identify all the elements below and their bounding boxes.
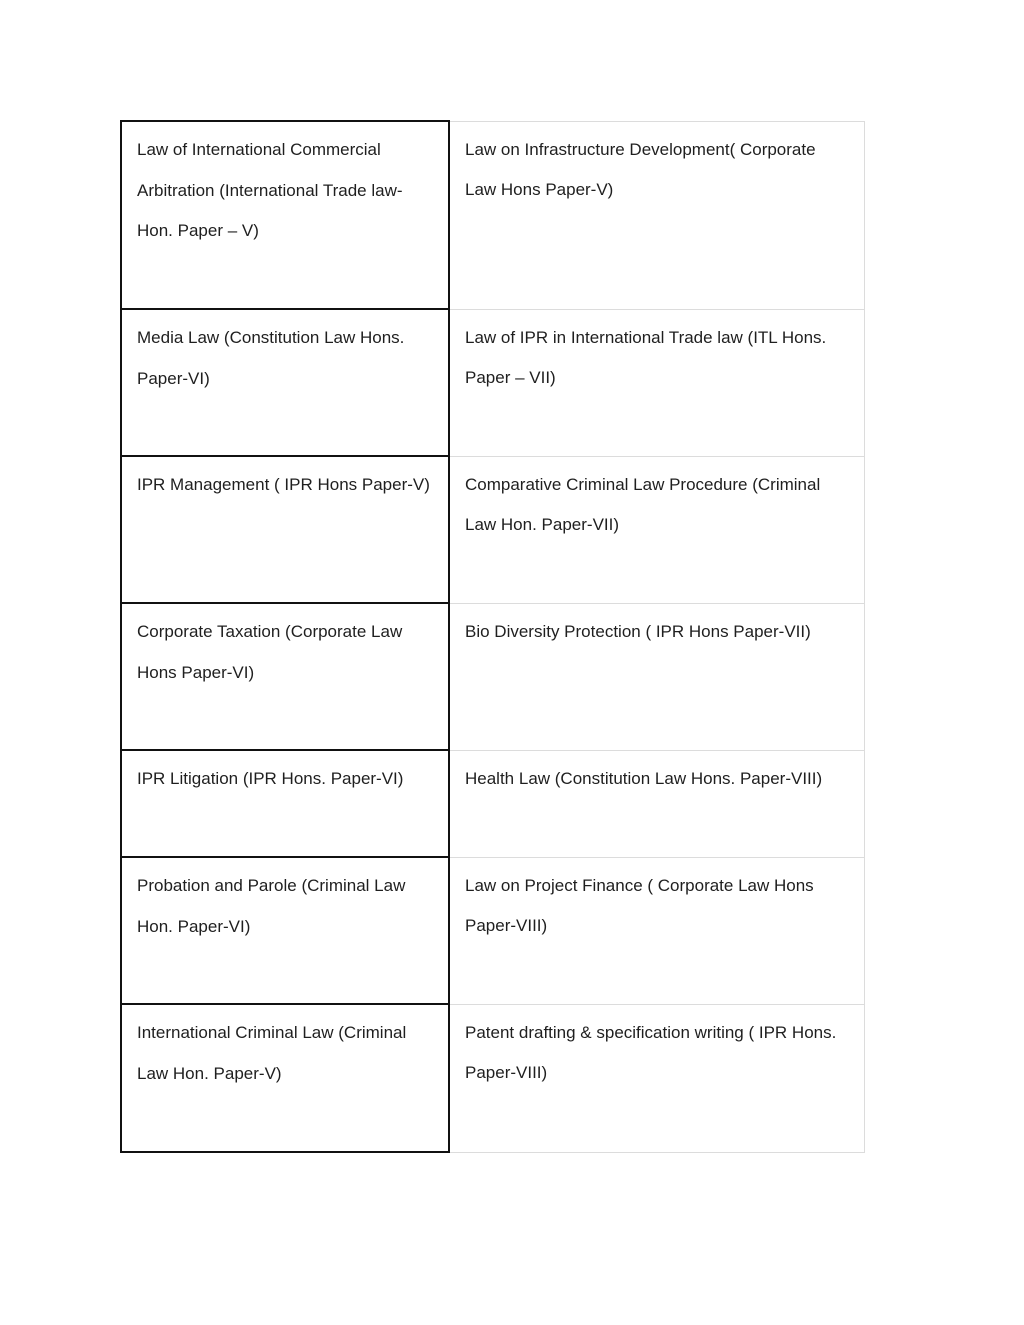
table-cell-right: Health Law (Constitution Law Hons. Paper-VIII) <box>449 750 864 857</box>
table-cell-right: Bio Diversity Protection ( IPR Hons Paper-VII) <box>449 603 864 750</box>
table-cell-right: Law on Infrastructure Development( Corporate Law Hons Paper-V) <box>449 121 864 309</box>
table-cell-right: Law on Project Finance ( Corporate Law Hons Paper-VIII) <box>449 857 864 1004</box>
table-row <box>121 456 864 603</box>
table-cell-left: Media Law (Constitution Law Hons. Paper-VI) <box>121 309 449 456</box>
table-cell-left: International Criminal Law (Criminal Law Hon. Paper-V) <box>121 1004 449 1152</box>
table-cell-left: IPR Litigation (IPR Hons. Paper-VI) <box>121 750 449 857</box>
table-row <box>121 1004 864 1152</box>
table-row <box>121 750 864 857</box>
table-cell-left: Probation and Parole (Criminal Law Hon. Paper-VI) <box>121 857 449 1004</box>
table-cell-left: Corporate Taxation (Corporate Law Hons Paper-VI) <box>121 603 449 750</box>
table-cell-left: Law of International Commercial Arbitration (International Trade law- Hon. Paper – V) <box>121 121 449 309</box>
table-row <box>121 309 864 456</box>
course-table <box>120 120 865 1153</box>
table-cell-right: Patent drafting & specification writing ( IPR Hons. Paper-VIII) <box>449 1004 864 1152</box>
table-cell-left: IPR Management ( IPR Hons Paper-V) <box>121 456 449 603</box>
table-cell-right: Law of IPR in International Trade law (ITL Hons. Paper – VII) <box>449 309 864 456</box>
table-cell-right: Comparative Criminal Law Procedure (Criminal Law Hon. Paper-VII) <box>449 456 864 603</box>
table-row <box>121 603 864 750</box>
table-row <box>121 857 864 1004</box>
table-row <box>121 121 864 309</box>
